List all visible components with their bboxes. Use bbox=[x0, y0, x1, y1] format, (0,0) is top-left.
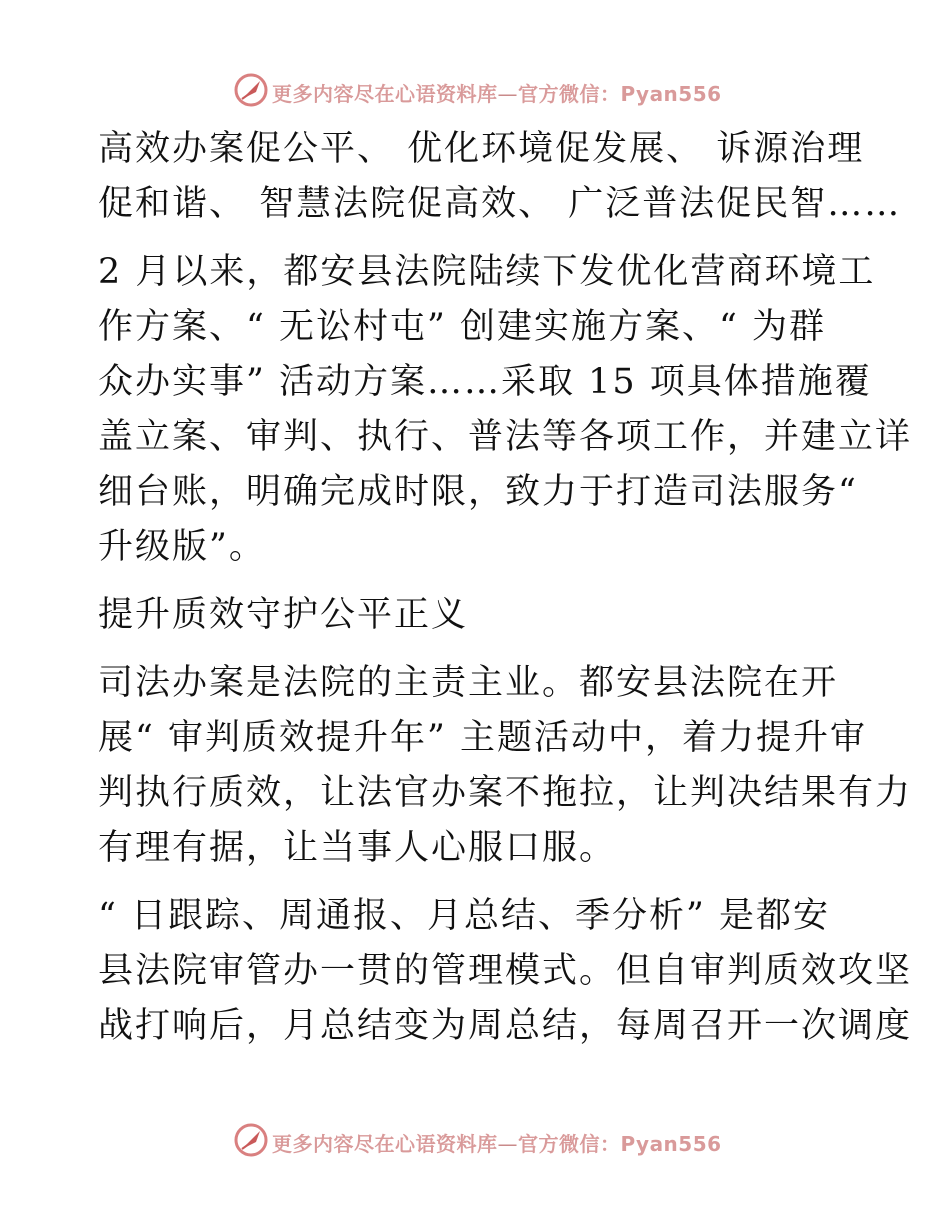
text-line: 有理有据，让当事人心服口服。 bbox=[98, 828, 617, 868]
text-line: 展“ 审判质效提升年” 主题活动中，着力提升审 bbox=[98, 718, 868, 758]
section-heading bbox=[98, 588, 858, 643]
text-line: 盖立案、审判、执行、普法等各项工作，并建立详 bbox=[98, 417, 913, 457]
heading-text: 提升质效守护公平正义 bbox=[98, 595, 469, 635]
text-line: 高效办案促公平、 优化环境促发展、 诉源治理 bbox=[98, 129, 865, 169]
paragraph-3 bbox=[98, 656, 913, 876]
header-watermark bbox=[0, 70, 950, 110]
watermark-contact: 官方微信：Pyan556 bbox=[518, 1132, 722, 1156]
paragraph-4 bbox=[98, 889, 913, 1054]
text-line: 战打响后，月总结变为周总结，每周召开一次调度 bbox=[98, 1006, 913, 1046]
watermark-title: 更多内容尽在心语资料库 bbox=[272, 1132, 498, 1156]
text-line: 众办实事” 活动方案……采取 15 项具体措施覆 bbox=[98, 362, 872, 402]
text-line: 细台账，明确完成时限，致力于打造司法服务“ bbox=[98, 472, 858, 512]
text-line: “ 日跟踪、周通报、月总结、季分析” 是都安 bbox=[98, 896, 831, 936]
text-line: 县法院审管办一贯的管理模式。但自审判质效攻坚 bbox=[98, 951, 913, 991]
watermark-dash: — bbox=[497, 1132, 518, 1156]
paragraph-1 bbox=[98, 122, 902, 232]
watermark-dash: — bbox=[497, 82, 518, 106]
document-body bbox=[98, 122, 913, 1067]
footer-watermark bbox=[0, 1120, 950, 1160]
watermark-text bbox=[272, 78, 722, 107]
text-line: 司法办案是法院的主责主业。都安县法院在开 bbox=[98, 663, 839, 703]
text-line: 2 月以来，都安县法院陆续下发优化营商环境工 bbox=[98, 252, 876, 292]
text-line: 促和谐、 智慧法院促高效、 广泛普法促民智…… bbox=[98, 184, 902, 224]
paragraph-2 bbox=[98, 245, 913, 575]
quill-logo-icon bbox=[233, 1122, 269, 1158]
quill-logo-icon bbox=[233, 72, 269, 108]
text-line: 判执行质效，让法官办案不拖拉，让判决结果有力 bbox=[98, 773, 913, 813]
text-line: 升级版”。 bbox=[98, 527, 266, 567]
text-line: 作方案、“ 无讼村屯” 创建实施方案、“ 为群 bbox=[98, 307, 827, 347]
watermark-contact: 官方微信：Pyan556 bbox=[518, 82, 722, 106]
watermark-text bbox=[272, 1128, 722, 1157]
watermark-title: 更多内容尽在心语资料库 bbox=[272, 82, 498, 106]
